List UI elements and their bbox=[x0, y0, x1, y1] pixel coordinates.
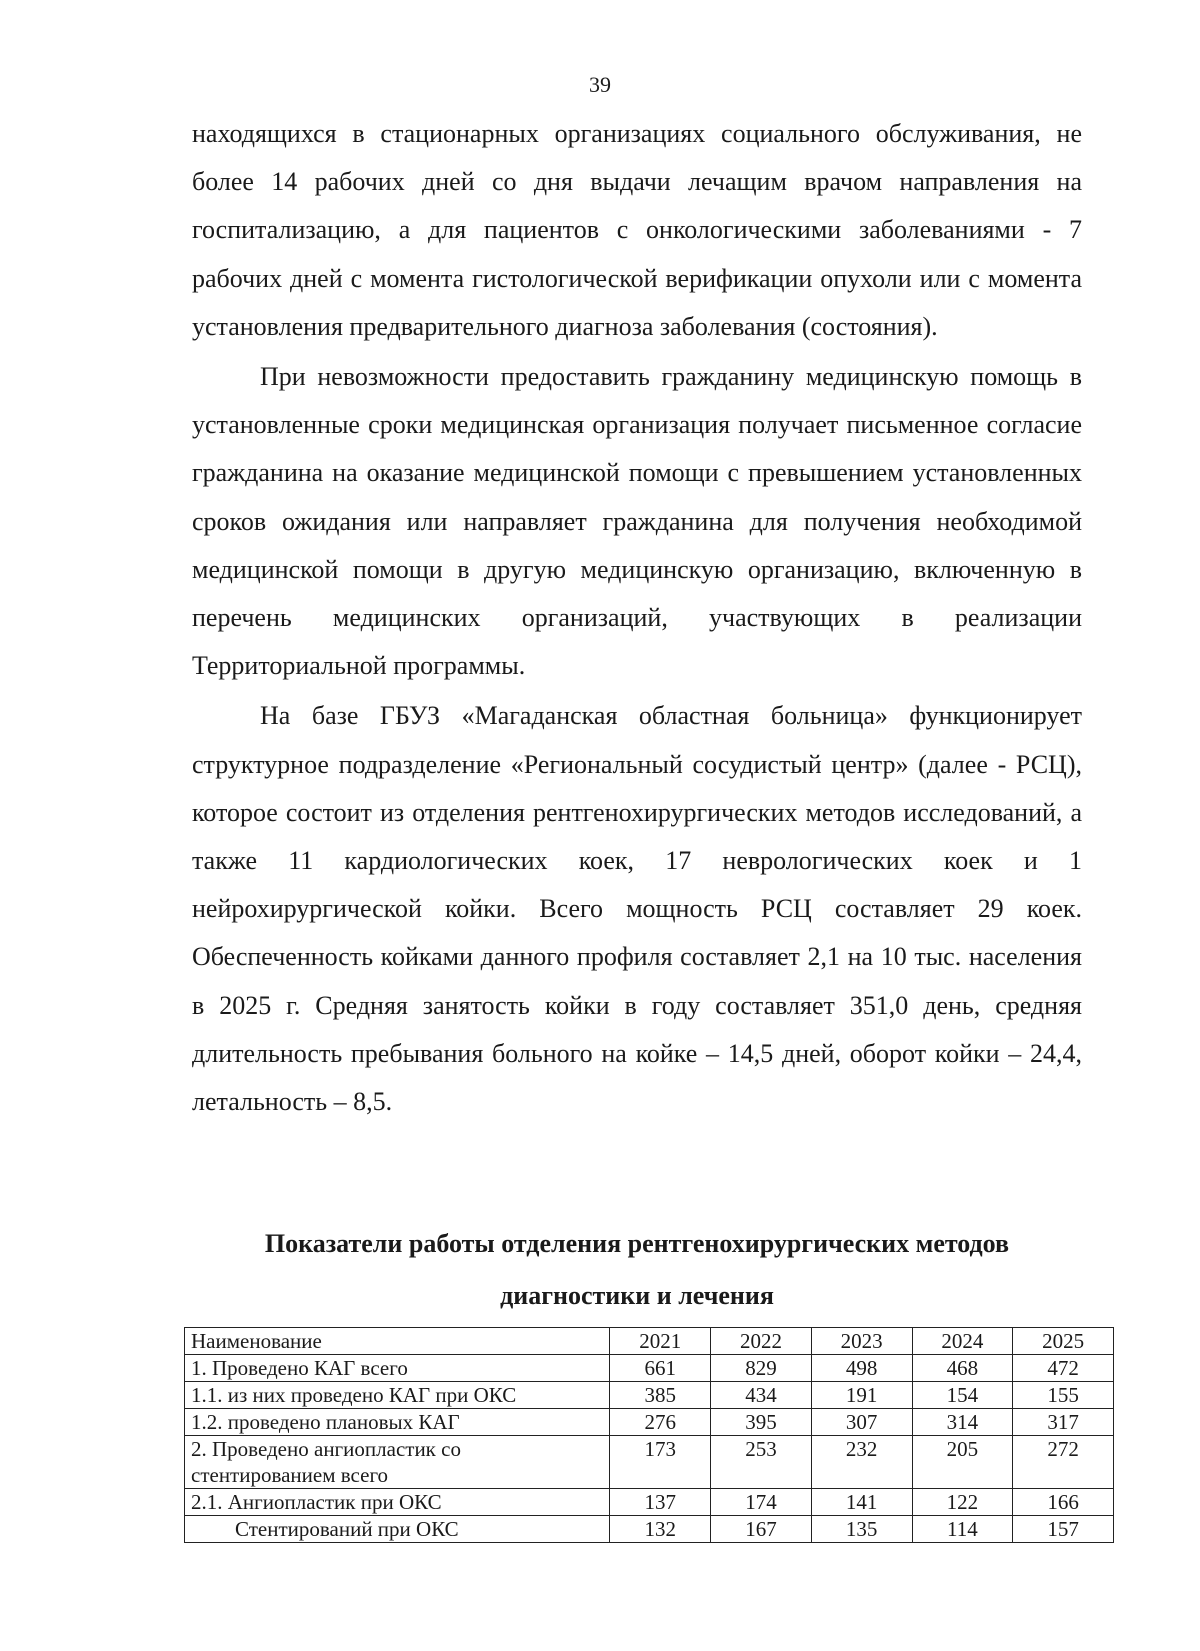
cell-value: 232 bbox=[811, 1436, 912, 1489]
cell-value: 205 bbox=[912, 1436, 1013, 1489]
cell-value: 157 bbox=[1013, 1516, 1114, 1543]
paragraph-continuation: находящихся в стационарных организациях социального обслуживания, не более 14 рабочих дней со дня выдачи лечащим врачом направления на госпитализацию, а для пациентов с онкологическими заболеваниями - 7 рабочих дней с момента гистологической верификации опухоли или с момента установления предварительного диагноза заболевания (состояния). bbox=[192, 119, 1082, 341]
header-year-2025: 2025 bbox=[1013, 1328, 1114, 1355]
cell-value: 434 bbox=[711, 1382, 812, 1409]
table-row bbox=[185, 1489, 1114, 1516]
table-title-line-2: диагностики и лечения bbox=[500, 1281, 774, 1310]
cell-value: 137 bbox=[610, 1489, 711, 1516]
row-label: 1.2. проведено плановых КАГ bbox=[185, 1409, 610, 1436]
table-row bbox=[185, 1382, 1114, 1409]
header-year-2021: 2021 bbox=[610, 1328, 711, 1355]
cell-value: 661 bbox=[610, 1355, 711, 1382]
cell-value: 385 bbox=[610, 1382, 711, 1409]
header-year-2022: 2022 bbox=[711, 1328, 812, 1355]
cell-value: 132 bbox=[610, 1516, 711, 1543]
page-number: 39 bbox=[589, 72, 611, 97]
row-label: 2.1. Ангиопластик при ОКС bbox=[185, 1489, 610, 1516]
cell-value: 472 bbox=[1013, 1355, 1114, 1382]
cell-value: 395 bbox=[711, 1409, 812, 1436]
table-title-line-1: Показатели работы отделения рентгенохирургических методов bbox=[264, 1229, 1010, 1258]
table-row bbox=[185, 1516, 1114, 1543]
cell-value: 167 bbox=[711, 1516, 812, 1543]
indicators-table bbox=[184, 1327, 1114, 1543]
paragraph-vascular-center: На базе ГБУЗ «Магаданская областная больница» функционирует структурное подразделение «Региональный сосудистый центр» (далее - РСЦ), которое состоит из отделения рентгенохирургических методов исследований, а также 11 кардиологических коек, 17 неврологических коек и 1 нейрохирургической койки. Всего мощность РСЦ составляет 29 коек. Обеспеченность койками данного профиля составляет 2,1 на 10 тыс. населения в 2025 г. Средняя занятость койки в году составляет 351,0 день, средняя длительность пребывания больного на койке – 14,5 дней, оборот койки – 24,4, летальность – 8,5. bbox=[192, 701, 1082, 1117]
cell-value: 154 bbox=[912, 1382, 1013, 1409]
cell-value: 114 bbox=[912, 1516, 1013, 1543]
row-label: 1. Проведено КАГ всего bbox=[185, 1355, 610, 1382]
cell-value: 155 bbox=[1013, 1382, 1114, 1409]
row-label: 1.1. из них проведено КАГ при ОКС bbox=[185, 1382, 610, 1409]
cell-value: 314 bbox=[912, 1409, 1013, 1436]
cell-value: 468 bbox=[912, 1355, 1013, 1382]
cell-value: 191 bbox=[811, 1382, 912, 1409]
cell-value: 498 bbox=[811, 1355, 912, 1382]
cell-value: 317 bbox=[1013, 1409, 1114, 1436]
header-year-2023: 2023 bbox=[811, 1328, 912, 1355]
paragraph-waiting-terms: При невозможности предоставить гражданину медицинскую помощь в установленные сроки медицинская организация получает письменное согласие гражданина на оказание медицинской помощи с превышением установленных сроков ожидания или направляет гражданина для получения необходимой медицинской помощи в другую медицинскую организацию, включенную в перечень медицинских организаций, участвующих в реализации Территориальной программы. bbox=[192, 362, 1082, 681]
cell-value: 141 bbox=[811, 1489, 912, 1516]
body-text bbox=[192, 110, 1082, 1126]
cell-value: 276 bbox=[610, 1409, 711, 1436]
cell-value: 307 bbox=[811, 1409, 912, 1436]
table-row bbox=[185, 1355, 1114, 1382]
cell-value: 135 bbox=[811, 1516, 912, 1543]
header-name: Наименование bbox=[185, 1328, 610, 1355]
table-header-row bbox=[185, 1328, 1114, 1355]
cell-value: 166 bbox=[1013, 1489, 1114, 1516]
header-year-2024: 2024 bbox=[912, 1328, 1013, 1355]
table-row bbox=[185, 1436, 1114, 1489]
table-title bbox=[192, 1218, 1082, 1322]
cell-value: 829 bbox=[711, 1355, 812, 1382]
table-row bbox=[185, 1409, 1114, 1436]
cell-value: 122 bbox=[912, 1489, 1013, 1516]
cell-value: 174 bbox=[711, 1489, 812, 1516]
row-label: Стентирований при ОКС bbox=[185, 1516, 610, 1543]
cell-value: 253 bbox=[711, 1436, 812, 1489]
row-label: 2. Проведено ангиопластик со стентированием всего bbox=[185, 1436, 610, 1489]
cell-value: 173 bbox=[610, 1436, 711, 1489]
cell-value: 272 bbox=[1013, 1436, 1114, 1489]
